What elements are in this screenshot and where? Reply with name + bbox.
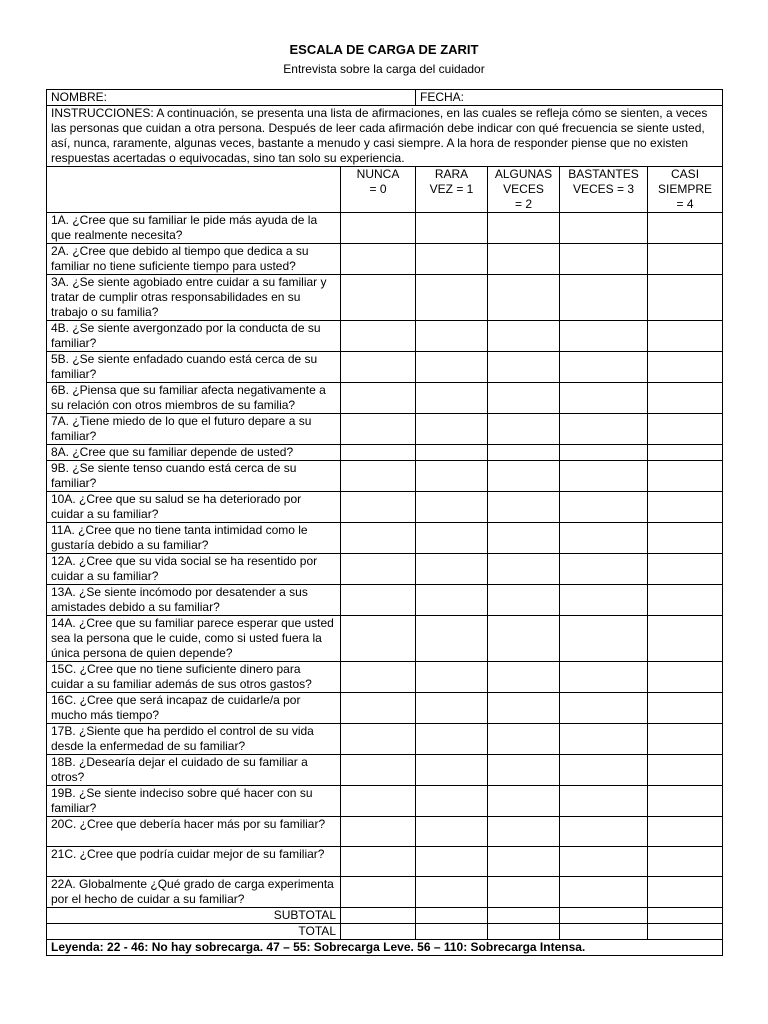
question-row: [47, 662, 723, 693]
instructions-text: INSTRUCCIONES: A continuación, se presenta una lista de afirmaciones, en las cuales se refleja cómo se sienten, a veces las personas que cuidan a otra persona. Después de leer cada afirmación debe indicar con qué frecuencia se siente usted, así, nunca, raramente, algunas veces, bastante a menudo y casi siempre. A la hora de responder piense que no existen respuestas acertadas o equivocadas, sino tan solo su experiencia.: [47, 106, 723, 167]
question-text: 14A. ¿Cree que su familiar parece esperar que usted sea la persona que le cuide, como si usted fuera la única persona de quien depende?: [47, 616, 341, 662]
question-text: 19B. ¿Se siente indeciso sobre qué hacer con su familiar?: [47, 786, 341, 817]
total-cell-casi-siempre[interactable]: [648, 924, 723, 940]
answer-cell-rara-vez[interactable]: [416, 847, 488, 877]
answer-cell-nunca[interactable]: [341, 213, 416, 244]
answer-cell-algunas-veces[interactable]: [488, 877, 560, 908]
question-row: [47, 724, 723, 755]
subtotal-cell-nunca[interactable]: [341, 908, 416, 924]
answer-cell-casi-siempre[interactable]: [648, 321, 723, 352]
answer-cell-bastantes-veces[interactable]: [560, 616, 648, 662]
question-text: 4B. ¿Se siente avergonzado por la conducta de su familiar?: [47, 321, 341, 352]
answer-cell-casi-siempre[interactable]: [648, 554, 723, 585]
answer-cell-nunca[interactable]: [341, 693, 416, 724]
question-text: 6B. ¿Piensa que su familiar afecta negativamente a su relación con otros miembros de su familia?: [47, 383, 341, 414]
answer-cell-casi-siempre[interactable]: [648, 877, 723, 908]
answer-cell-algunas-veces[interactable]: [488, 616, 560, 662]
answer-cell-nunca[interactable]: [341, 523, 416, 554]
column-header-bastantes-veces: BASTANTES VECES = 3: [560, 167, 648, 213]
answer-cell-rara-vez[interactable]: [416, 877, 488, 908]
answer-cell-algunas-veces[interactable]: [488, 523, 560, 554]
answer-cell-bastantes-veces[interactable]: [560, 492, 648, 523]
total-cell-bastantes-veces[interactable]: [560, 924, 648, 940]
question-text: 21C. ¿Cree que podría cuidar mejor de su familiar?: [47, 847, 341, 877]
answer-cell-casi-siempre[interactable]: [648, 445, 723, 461]
answer-cell-rara-vez[interactable]: [416, 724, 488, 755]
answer-cell-algunas-veces[interactable]: [488, 445, 560, 461]
question-text: 9B. ¿Se siente tenso cuando está cerca de su familiar?: [47, 461, 341, 492]
question-text: 1A. ¿Cree que su familiar le pide más ayuda de la que realmente necesita?: [47, 213, 341, 244]
answer-cell-algunas-veces[interactable]: [488, 383, 560, 414]
answer-cell-bastantes-veces[interactable]: [560, 321, 648, 352]
question-text: 18B. ¿Desearía dejar el cuidado de su familiar a otros?: [47, 755, 341, 786]
answer-cell-bastantes-veces[interactable]: [560, 414, 648, 445]
answer-cell-algunas-veces[interactable]: [488, 352, 560, 383]
answer-cell-nunca[interactable]: [341, 724, 416, 755]
answer-cell-bastantes-veces[interactable]: [560, 275, 648, 321]
answer-cell-bastantes-veces[interactable]: [560, 847, 648, 877]
answer-cell-algunas-veces[interactable]: [488, 786, 560, 817]
question-text: 20C. ¿Cree que debería hacer más por su familiar?: [47, 817, 341, 847]
question-row: [47, 352, 723, 383]
answer-cell-rara-vez[interactable]: [416, 352, 488, 383]
question-row: [47, 414, 723, 445]
total-cell-rara-vez[interactable]: [416, 924, 488, 940]
subtotal-cell-algunas-veces[interactable]: [488, 908, 560, 924]
answer-cell-algunas-veces[interactable]: [488, 662, 560, 693]
subtotal-cell-bastantes-veces[interactable]: [560, 908, 648, 924]
question-text: 8A. ¿Cree que su familiar depende de usted?: [47, 445, 341, 461]
answer-cell-algunas-veces[interactable]: [488, 817, 560, 847]
answer-cell-rara-vez[interactable]: [416, 523, 488, 554]
question-row: [47, 445, 723, 461]
total-label: TOTAL: [47, 924, 341, 940]
answer-cell-algunas-veces[interactable]: [488, 492, 560, 523]
answer-cell-casi-siempre[interactable]: [648, 492, 723, 523]
answer-cell-rara-vez[interactable]: [416, 321, 488, 352]
document-subtitle: Entrevista sobre la carga del cuidador: [283, 62, 485, 76]
answer-cell-algunas-veces[interactable]: [488, 693, 560, 724]
column-header-algunas-veces: ALGUNAS VECES = 2: [488, 167, 560, 213]
answer-cell-algunas-veces[interactable]: [488, 275, 560, 321]
question-row: [47, 321, 723, 352]
question-text: 17B. ¿Siente que ha perdido el control de su vida desde la enfermedad de su familiar?: [47, 724, 341, 755]
answer-cell-casi-siempre[interactable]: [648, 352, 723, 383]
answer-cell-casi-siempre[interactable]: [648, 585, 723, 616]
answer-cell-casi-siempre[interactable]: [648, 523, 723, 554]
answer-cell-nunca[interactable]: [341, 492, 416, 523]
answer-cell-nunca[interactable]: [341, 662, 416, 693]
answer-cell-rara-vez[interactable]: [416, 275, 488, 321]
blank-header-cell: [47, 167, 341, 213]
answer-cell-bastantes-veces[interactable]: [560, 786, 648, 817]
total-cell-nunca[interactable]: [341, 924, 416, 940]
answer-cell-nunca[interactable]: [341, 461, 416, 492]
answer-cell-rara-vez[interactable]: [416, 492, 488, 523]
fecha-field[interactable]: FECHA:: [416, 90, 723, 106]
subtotal-row: [47, 908, 723, 924]
answer-cell-algunas-veces[interactable]: [488, 213, 560, 244]
answer-cell-algunas-veces[interactable]: [488, 414, 560, 445]
answer-cell-algunas-veces[interactable]: [488, 554, 560, 585]
answer-cell-casi-siempre[interactable]: [648, 414, 723, 445]
legend-row: [47, 940, 723, 956]
question-text: 2A. ¿Cree que debido al tiempo que dedica a su familiar no tiene suficiente tiempo para usted?: [47, 244, 341, 275]
question-row: [47, 817, 723, 847]
question-text: 7A. ¿Tiene miedo de lo que el futuro depare a su familiar?: [47, 414, 341, 445]
subtotal-cell-casi-siempre[interactable]: [648, 908, 723, 924]
answer-cell-nunca[interactable]: [341, 616, 416, 662]
question-row: [47, 786, 723, 817]
answer-cell-rara-vez[interactable]: [416, 213, 488, 244]
answer-cell-bastantes-veces[interactable]: [560, 755, 648, 786]
question-row: [47, 847, 723, 877]
answer-cell-bastantes-veces[interactable]: [560, 877, 648, 908]
answer-cell-algunas-veces[interactable]: [488, 321, 560, 352]
answer-cell-bastantes-veces[interactable]: [560, 662, 648, 693]
answer-cell-nunca[interactable]: [341, 847, 416, 877]
answer-cell-casi-siempre[interactable]: [648, 213, 723, 244]
column-header-row: [47, 167, 723, 213]
question-text: 12A. ¿Cree que su vida social se ha resentido por cuidar a su familiar?: [47, 554, 341, 585]
legend-text: Leyenda: 22 - 46: No hay sobrecarga. 47 – 55: Sobrecarga Leve. 56 – 110: Sobrecarga Intensa.: [47, 940, 723, 956]
answer-cell-casi-siempre[interactable]: [648, 786, 723, 817]
question-row: [47, 877, 723, 908]
question-row: [47, 383, 723, 414]
answer-cell-bastantes-veces[interactable]: [560, 817, 648, 847]
question-row: [47, 755, 723, 786]
answer-cell-casi-siempre[interactable]: [648, 383, 723, 414]
document-title: ESCALA DE CARGA DE ZARIT: [289, 42, 479, 57]
answer-cell-nunca[interactable]: [341, 554, 416, 585]
answer-cell-nunca[interactable]: [341, 352, 416, 383]
answer-cell-algunas-veces[interactable]: [488, 755, 560, 786]
answer-cell-rara-vez[interactable]: [416, 693, 488, 724]
subtotal-label: SUBTOTAL: [47, 908, 341, 924]
answer-cell-rara-vez[interactable]: [416, 414, 488, 445]
answer-cell-casi-siempre[interactable]: [648, 724, 723, 755]
question-row: [47, 244, 723, 275]
question-row: [47, 275, 723, 321]
answer-cell-bastantes-veces[interactable]: [560, 213, 648, 244]
answer-cell-rara-vez[interactable]: [416, 786, 488, 817]
question-text: 22A. Globalmente ¿Qué grado de carga experimenta por el hecho de cuidar a su familiar?: [47, 877, 341, 908]
question-text: 13A. ¿Se siente incómodo por desatender a sus amistades debido a su familiar?: [47, 585, 341, 616]
answer-cell-rara-vez[interactable]: [416, 817, 488, 847]
total-row: [47, 924, 723, 940]
answer-cell-rara-vez[interactable]: [416, 616, 488, 662]
answer-cell-nunca[interactable]: [341, 585, 416, 616]
nombre-field[interactable]: NOMBRE:: [47, 90, 416, 106]
answer-cell-nunca[interactable]: [341, 786, 416, 817]
answer-cell-algunas-veces[interactable]: [488, 847, 560, 877]
question-text: 16C. ¿Cree que será incapaz de cuidarle/a por mucho más tiempo?: [47, 693, 341, 724]
question-text: 11A. ¿Cree que no tiene tanta intimidad como le gustaría debido a su familiar?: [47, 523, 341, 554]
answer-cell-bastantes-veces[interactable]: [560, 445, 648, 461]
answer-cell-bastantes-veces[interactable]: [560, 461, 648, 492]
question-text: 15C. ¿Cree que no tiene suficiente dinero para cuidar a su familiar además de sus otros gastos?: [47, 662, 341, 693]
answer-cell-nunca[interactable]: [341, 755, 416, 786]
answer-cell-nunca[interactable]: [341, 275, 416, 321]
answer-cell-casi-siempre[interactable]: [648, 461, 723, 492]
question-text: 5B. ¿Se siente enfadado cuando está cerca de su familiar?: [47, 352, 341, 383]
answer-cell-rara-vez[interactable]: [416, 445, 488, 461]
answer-cell-rara-vez[interactable]: [416, 554, 488, 585]
answer-cell-bastantes-veces[interactable]: [560, 352, 648, 383]
question-row: [47, 585, 723, 616]
column-header-casi-siempre: CASI SIEMPRE = 4: [648, 167, 723, 213]
question-text: 10A. ¿Cree que su salud se ha deteriorado por cuidar a su familiar?: [47, 492, 341, 523]
column-header-rara-vez: RARA VEZ = 1: [416, 167, 488, 213]
answer-cell-rara-vez[interactable]: [416, 461, 488, 492]
answer-cell-nunca[interactable]: [341, 445, 416, 461]
answer-cell-casi-siempre[interactable]: [648, 616, 723, 662]
answer-cell-bastantes-veces[interactable]: [560, 244, 648, 275]
answer-cell-rara-vez[interactable]: [416, 244, 488, 275]
answer-cell-nunca[interactable]: [341, 244, 416, 275]
answer-cell-bastantes-veces[interactable]: [560, 724, 648, 755]
zarit-form-table: [46, 89, 723, 956]
question-row: [47, 523, 723, 554]
question-row: [47, 213, 723, 244]
answer-cell-casi-siempre[interactable]: [648, 847, 723, 877]
answer-cell-casi-siempre[interactable]: [648, 693, 723, 724]
answer-cell-nunca[interactable]: [341, 877, 416, 908]
question-row: [47, 693, 723, 724]
answer-cell-rara-vez[interactable]: [416, 383, 488, 414]
question-row: [47, 616, 723, 662]
answer-cell-nunca[interactable]: [341, 817, 416, 847]
total-cell-algunas-veces[interactable]: [488, 924, 560, 940]
header-info-row: [47, 90, 723, 106]
answer-cell-bastantes-veces[interactable]: [560, 585, 648, 616]
question-text: 3A. ¿Se siente agobiado entre cuidar a su familiar y tratar de cumplir otras responsabilidades en su trabajo o su familia?: [47, 275, 341, 321]
answer-cell-casi-siempre[interactable]: [648, 244, 723, 275]
answer-cell-rara-vez[interactable]: [416, 755, 488, 786]
subtotal-cell-rara-vez[interactable]: [416, 908, 488, 924]
answer-cell-bastantes-veces[interactable]: [560, 554, 648, 585]
answer-cell-algunas-veces[interactable]: [488, 461, 560, 492]
answer-cell-nunca[interactable]: [341, 383, 416, 414]
answer-cell-algunas-veces[interactable]: [488, 724, 560, 755]
answer-cell-casi-siempre[interactable]: [648, 817, 723, 847]
answer-cell-casi-siempre[interactable]: [648, 275, 723, 321]
answer-cell-casi-siempre[interactable]: [648, 755, 723, 786]
answer-cell-bastantes-veces[interactable]: [560, 523, 648, 554]
answer-cell-algunas-veces[interactable]: [488, 585, 560, 616]
answer-cell-algunas-veces[interactable]: [488, 244, 560, 275]
answer-cell-rara-vez[interactable]: [416, 585, 488, 616]
instructions-row: [47, 106, 723, 167]
question-row: [47, 554, 723, 585]
question-row: [47, 492, 723, 523]
question-row: [47, 461, 723, 492]
answer-cell-bastantes-veces[interactable]: [560, 693, 648, 724]
answer-cell-nunca[interactable]: [341, 321, 416, 352]
answer-cell-casi-siempre[interactable]: [648, 662, 723, 693]
answer-cell-nunca[interactable]: [341, 414, 416, 445]
answer-cell-rara-vez[interactable]: [416, 662, 488, 693]
column-header-nunca: NUNCA = 0: [341, 167, 416, 213]
answer-cell-bastantes-veces[interactable]: [560, 383, 648, 414]
